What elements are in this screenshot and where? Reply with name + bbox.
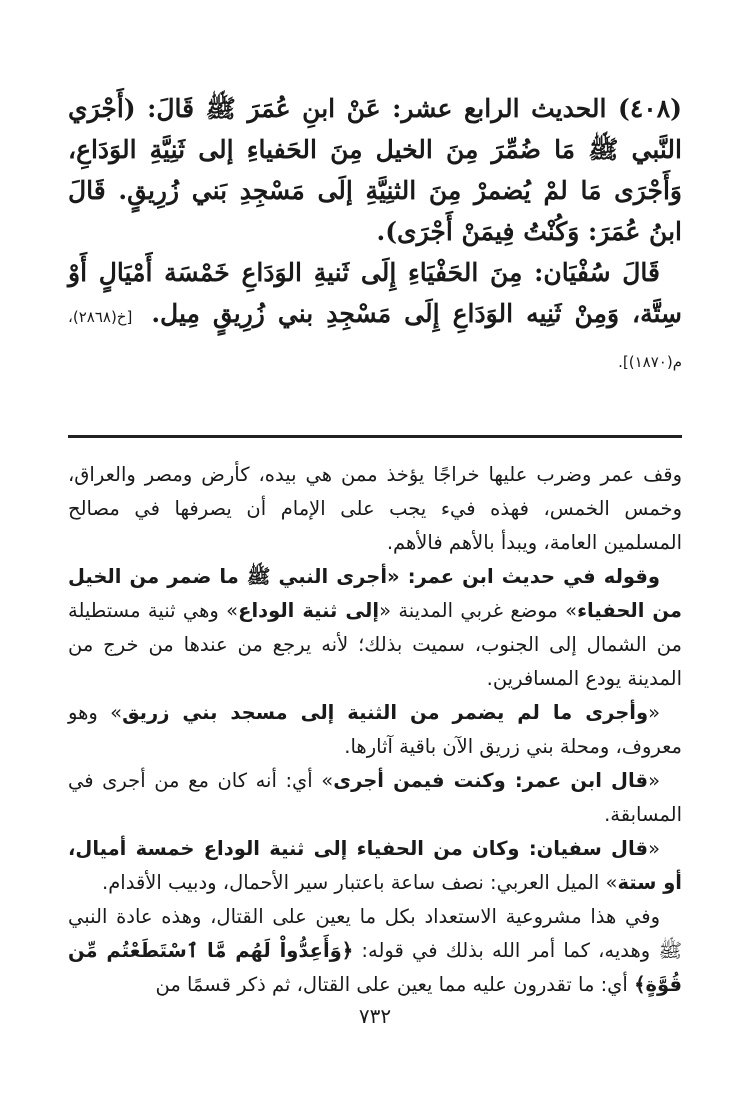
paragraph-text: » موضع غربي المدينة « [379,599,578,622]
hadith-matn: (٤٠٨) الحديث الرابع عشر: عَنْ ابنِ عُمَرَ ﷺ قَالَ: (أَجْرَي النَّبي ﷺ مَا ضُمِّرَ مِنَ الخيل مِنَ الحَفياءِ إلى ثَنِيَّةِ الوَدَاعِ، وَأَجْرَى مَا لمْ يُضمرْ مِنَ الثنِيَّةِ إلَى مَسْجِدِ بَني زُرِيقٍ. قَالَ ابنُ عُمَرَ: وَكُنْتُ فِيمَنْ أَجْرَى). [68,94,682,246]
commentary-lead: وقوله في حديث ابن عمر: « [387,565,661,588]
paragraph-text: وفي هذا مشروعية الاستعداد بكل ما يعين على القتال، وهذه عادة النبي ﷺ وهديه، كما أمر الله بذلك في قوله: [68,905,682,962]
sufyan-text: قَالَ سُفْيَان: مِنَ الحَفْيَاءِ إِلَى ثَنيةِ الوَدَاعِ خَمْسَة أَمْيَالٍ أَوْ سِتَّة، وَمِنْ ثَنِيه الوَدَاعِ إِلَى مَسْجِدِ بني زُرِيقٍ مِيل. [68,258,682,328]
quoted-phrase: وأجرى ما لم يضمر من الثنية إلى مسجد بني زريق [122,701,649,724]
quote-open: « [648,701,661,724]
paragraph-text: وقف عمر وضرب عليها خراجًا يؤخذ ممن هي بيده، كأرض ومصر والعراق، وخمس الخمس، فهذه فيء يجب على الإمام أن يصرفها في مصالح المسلمين العامة، ويبدأ بالأهم فالأهم. [68,463,682,554]
page-number: ٧٣٢ [358,1004,392,1028]
commentary-paragraph [68,696,682,764]
commentary-paragraph [68,458,682,560]
quote-open: « [648,769,661,792]
quoted-phrase: إلى ثنية الوداع [238,599,380,622]
separator-line [68,435,682,438]
quote-open: « [648,837,660,860]
quoted-phrase: قال ابن عمر: وكنت فيمن أجرى [333,769,649,792]
hadith-line [68,88,682,252]
commentary [68,458,682,1002]
quran-verse: ﴿وَأَعِدُّواْ لَهُم مَّا ٱسْتَطَعْتُم مِّن قُوَّةٍ﴾ [68,939,682,996]
commentary-paragraph [68,560,682,696]
commentary-paragraph [68,764,682,832]
paragraph-text: أي: ما تقدرون عليه مما يعين على القتال، ثم ذكر قسمًا من [155,973,628,996]
paragraph-text: » أي: أنه كان مع من أجرى في المسابقة. [68,769,682,826]
quoted-phrase: أجرى النبي ﷺ ما ضمر من الخيل من الحفياء [68,565,682,622]
hadith-reference: [خ(٢٨٦٨)، م(١٨٧٠)]. [68,308,682,371]
quoted-phrase: قال سفيان: وكان من الحفياء إلى ثنية الوداع خمسة أميال، أو ستة [68,837,682,894]
paragraph-text: » وهي ثنية مستطيلة من الشمال إلى الجنوب، سميت بذلك؛ لأنه يرجع من عندها من خرج من المدينة يودع المسافرين. [68,599,682,690]
hadith-text [68,88,682,383]
hadith-sufyan-note [68,252,682,383]
paragraph-text: » وهو معروف، ومحلة بني زريق الآن باقية آثارها. [68,701,682,758]
commentary-paragraph [68,832,682,900]
commentary-paragraph [68,900,682,1002]
paragraph-text: » الميل العربي: نصف ساعة باعتبار سير الأحمال، ودبيب الأقدام. [102,871,618,894]
